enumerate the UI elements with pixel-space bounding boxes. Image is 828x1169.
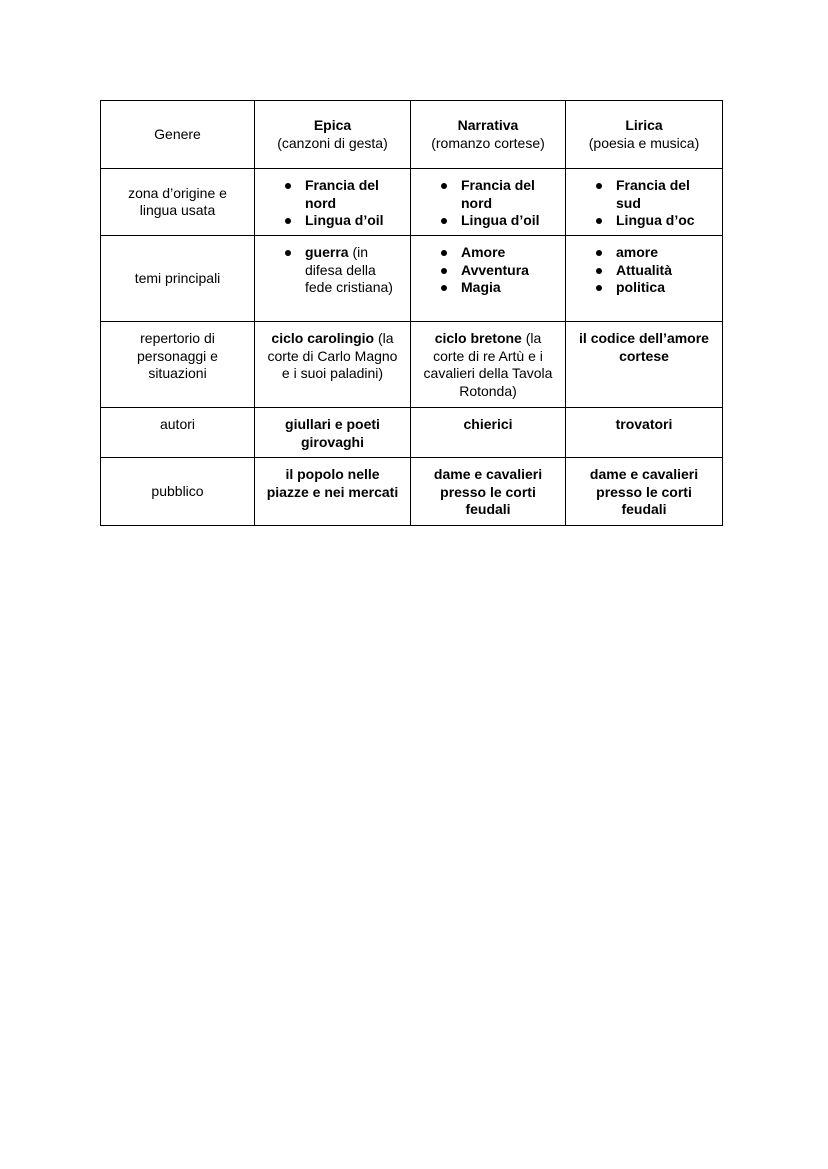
list-item: politica <box>596 279 714 297</box>
temi-narrativa-list <box>419 244 557 297</box>
row-temi <box>101 236 723 322</box>
lirica-subtitle: (poesia e musica) <box>588 134 700 151</box>
list-item: Magia <box>441 279 557 297</box>
list-item: Francia del nord <box>285 177 402 212</box>
temi-narrativa <box>411 236 566 322</box>
row-autori <box>101 408 723 458</box>
zona-epica <box>255 169 411 236</box>
zona-epica-list <box>263 177 402 230</box>
list-item <box>285 244 402 297</box>
list-item: Avventura <box>441 262 557 280</box>
repertorio-narrativa <box>411 322 566 408</box>
header-epica <box>255 101 411 169</box>
temi-epica-rest: (in difesa della fede cristiana) <box>305 244 393 295</box>
repertorio-narrativa-bold: ciclo bretone <box>434 330 522 346</box>
pubblico-narrativa: dame e cavalieri presso le corti feudali <box>411 458 566 526</box>
pubblico-label: pubblico <box>101 458 255 526</box>
zona-label: zona d’origine e lingua usata <box>101 169 255 236</box>
repertorio-epica-bold: ciclo carolingio <box>271 330 375 346</box>
temi-epica-list <box>263 244 402 297</box>
autori-label: autori <box>101 408 255 458</box>
header-row <box>101 101 723 169</box>
list-item: Amore <box>441 244 557 262</box>
temi-epica <box>255 236 411 322</box>
epica-subtitle: (canzoni di gesta) <box>277 134 388 151</box>
row-zona <box>101 169 723 236</box>
header-narrativa <box>411 101 566 169</box>
header-lirica <box>566 101 723 169</box>
repertorio-narrativa-rest: (la corte di re Artù e i cavalieri della Tavola Rotonda) <box>423 330 553 399</box>
lirica-title: Lirica <box>625 117 663 133</box>
zona-lirica-list <box>574 177 714 230</box>
narrativa-title: Narrativa <box>457 117 519 133</box>
autori-epica: giullari e poeti girovaghi <box>255 408 411 458</box>
repertorio-label: repertorio di personaggi e situazioni <box>101 322 255 408</box>
temi-label: temi principali <box>101 236 255 322</box>
header-label <box>101 101 255 169</box>
repertorio-epica <box>255 322 411 408</box>
zona-narrativa-list <box>419 177 557 230</box>
genres-table <box>100 100 723 526</box>
list-item: Attualità <box>596 262 714 280</box>
zona-narrativa <box>411 169 566 236</box>
autori-lirica: trovatori <box>566 408 723 458</box>
list-item: amore <box>596 244 714 262</box>
list-item: Lingua d’oc <box>596 212 714 230</box>
narrativa-subtitle: (romanzo cortese) <box>431 134 545 151</box>
temi-lirica <box>566 236 723 322</box>
temi-lirica-list <box>574 244 714 297</box>
row-pubblico <box>101 458 723 526</box>
list-item: Francia del nord <box>441 177 557 212</box>
temi-epica-bold: guerra <box>305 244 349 260</box>
row-repertorio <box>101 322 723 408</box>
repertorio-epica-rest: (la corte di Carlo Magno e i suoi paladini) <box>267 330 398 381</box>
genere-text: Genere <box>154 125 201 142</box>
epica-title: Epica <box>313 117 352 133</box>
list-item: Lingua d’oil <box>441 212 557 230</box>
list-item: Lingua d’oil <box>285 212 402 230</box>
zona-lirica <box>566 169 723 236</box>
pubblico-epica: il popolo nelle piazze e nei mercati <box>255 458 411 526</box>
list-item: Francia del sud <box>596 177 714 212</box>
repertorio-lirica: il codice dell’amore cortese <box>566 322 723 408</box>
autori-narrativa: chierici <box>411 408 566 458</box>
pubblico-lirica: dame e cavalieri presso le corti feudali <box>566 458 723 526</box>
